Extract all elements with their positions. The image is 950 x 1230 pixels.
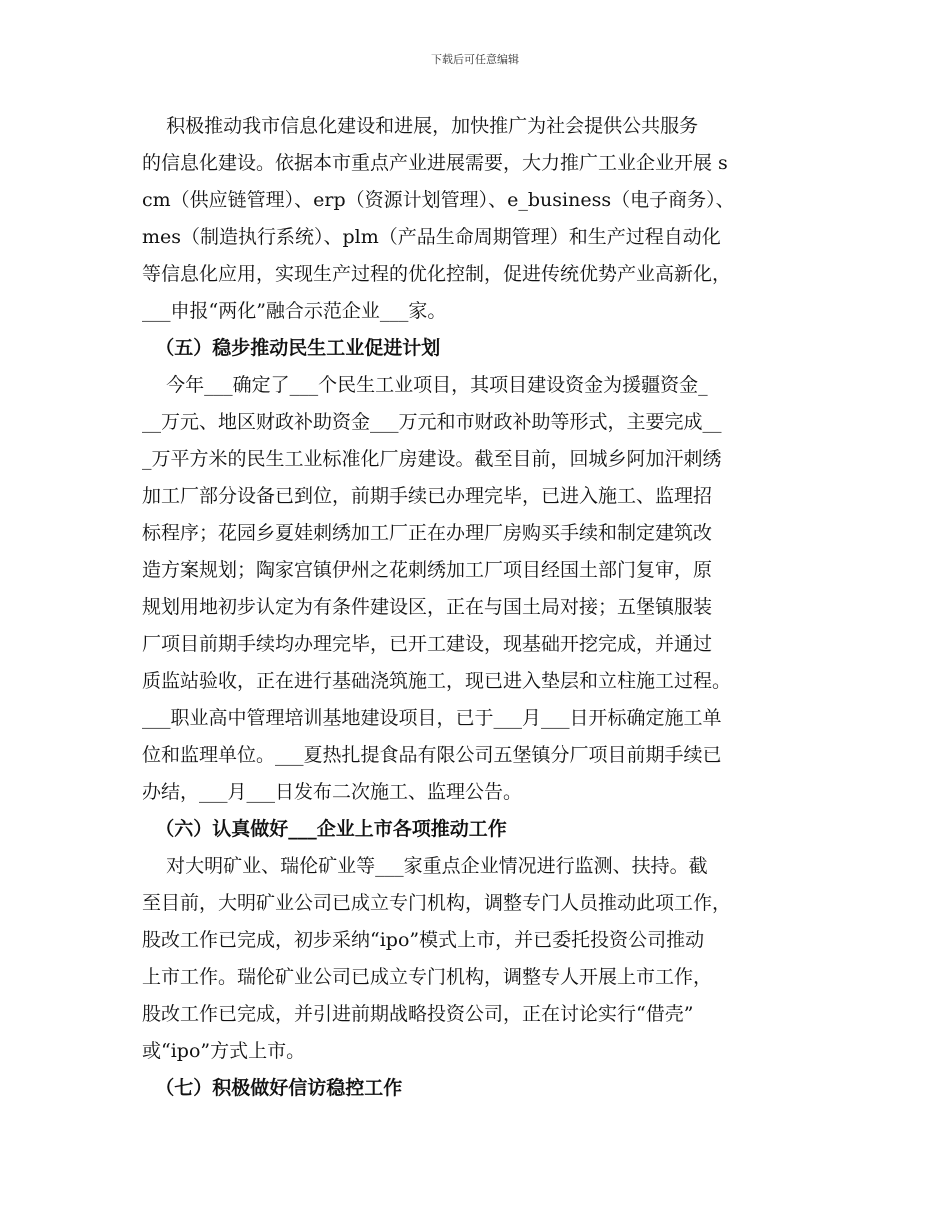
page-header: 下载后可任意编辑 (431, 53, 519, 66)
text-line: 位和监理单位。___夏热扎提食品有限公司五堡镇分厂项目前期手续已 (142, 744, 722, 766)
text-line: 或“ipo”方式上市。 (142, 1040, 306, 1062)
text-line: 造方案规划；陶家宫镇伊州之花刺绣加工厂项目经国土部门复审，原 (142, 559, 713, 581)
text-line: 规划用地初步认定为有条件建设区，正在与国土局对接；五堡镇服装 (142, 596, 713, 618)
text-line: ___职业高中管理培训基地建设项目，已于___月___日开标确定施工单 (142, 707, 722, 729)
text-line: 的信息化建设。依据本市重点产业进展需要，大力推广工业企业开展 s (142, 152, 728, 174)
text-line: 标程序；花园乡夏娃刺绣加工厂正在办理厂房购买手续和制定建筑改 (142, 522, 713, 544)
section-heading: （五）稳步推动民生工业促进计划 (142, 337, 441, 359)
text-line: ___申报“两化”融合示范企业___家。 (142, 300, 447, 322)
text-line: 今年___确定了___个民生工业项目，其项目建设资金为援疆资金_ (142, 374, 708, 396)
text-line: 积极推动我市信息化建设和进展，加快推广为社会提供公共服务 (142, 115, 699, 137)
section-heading: （七）积极做好信访稳控工作 (142, 1077, 403, 1099)
text-line: 等信息化应用，实现生产过程的优化控制，促进传统优势产业高新化， (142, 263, 732, 285)
text-line: 质监站验收，正在进行基础浇筑施工，现已进入垫层和立柱施工过程。 (142, 670, 732, 692)
text-line: __万元、地区财政补助资金___万元和市财政补助等形式，主要完成__ (142, 411, 722, 433)
text-line: 办结，___月___日发布二次施工、监理公告。 (142, 781, 523, 803)
text-line: mes（制造执行系统）、plm（产品生命周期管理）和生产过程自动化 (142, 226, 721, 248)
text-line: _万平方米的民生工业标准化厂房建设。截至目前，回城乡阿加汗刺绣 (142, 448, 722, 470)
text-line: 上市工作。瑞伦矿业公司已成立专门机构，调整专人开展上市工作， (142, 966, 713, 988)
text-line: 对大明矿业、瑞伦矿业等___家重点企业情况进行监测、扶持。截 (142, 855, 708, 877)
text-line: 厂项目前期手续均办理完毕，已开工建设，现基础开挖完成，并通过 (142, 633, 713, 655)
text-line: 股改工作已完成，初步采纳“ipo”模式上市，并已委托投资公司推动 (142, 929, 705, 951)
text-line: 加工厂部分设备已到位，前期手续已办理完毕，已进入施工、监理招 (142, 485, 713, 507)
text-line: cm（供应链管理）、erp（资源计划管理）、e_business（电子商务）、 (142, 189, 735, 211)
section-heading: （六）认真做好___企业上市各项推动工作 (142, 818, 507, 840)
text-line: 至目前，大明矿业公司已成立专门机构，调整专门人员推动此项工作， (142, 892, 732, 914)
text-line: 股改工作已完成，并引进前期战略投资公司，正在讨论实行“借壳” (142, 1003, 694, 1025)
